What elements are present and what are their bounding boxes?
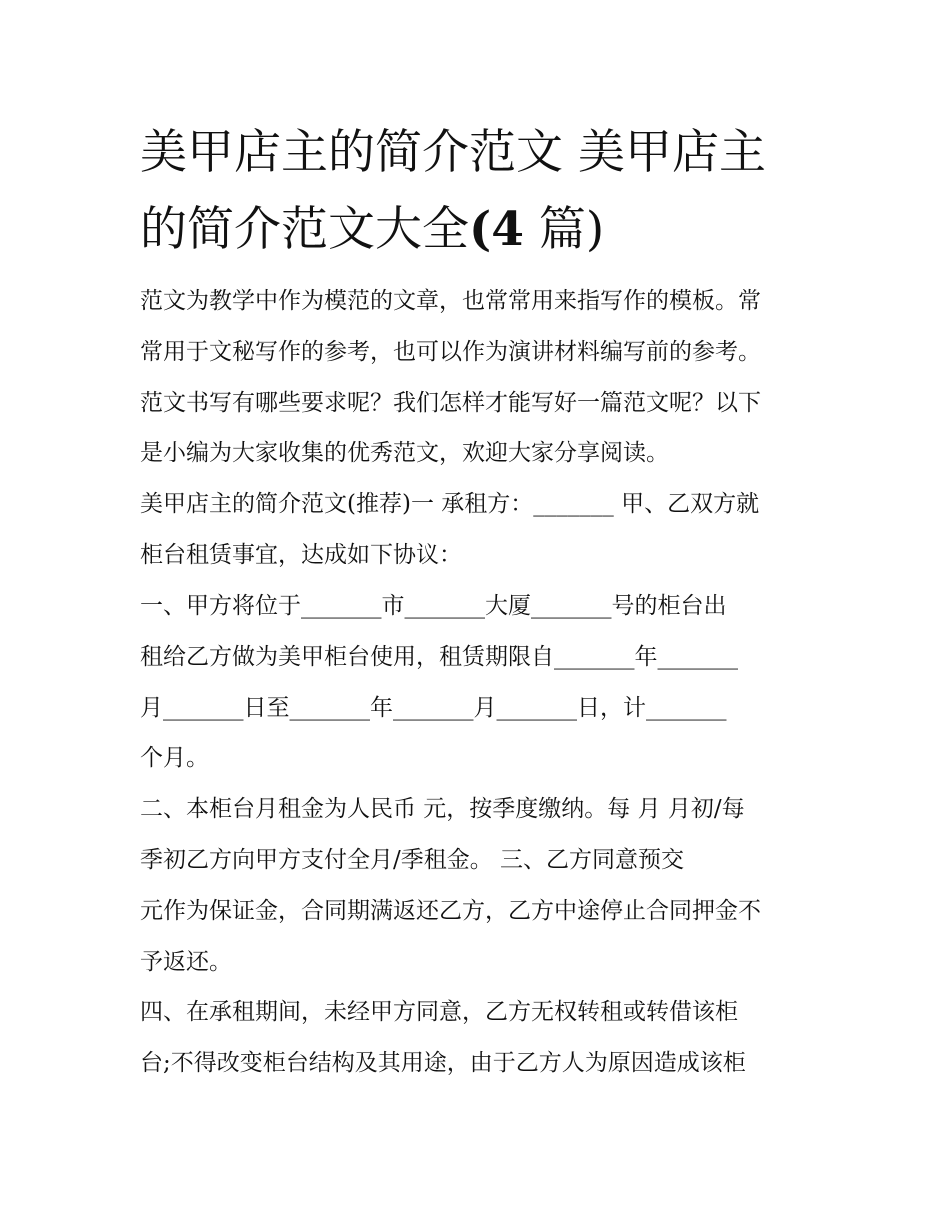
paragraph-line: 台;不得改变柜台结构及其用途，由于乙方人为原因造成该柜: [140, 1050, 746, 1076]
paragraph-line: 四、在承租期间，未经甲方同意，乙方无权转租或转借该柜: [140, 999, 738, 1025]
title-line-2-prefix: 的简介范文大全: [140, 202, 469, 257]
paragraph-line: 租给乙方做为美甲柜台使用，租赁期限自_______年_______: [140, 644, 738, 670]
title-line-2-suffix: 篇): [523, 202, 605, 257]
paragraph-line: 元作为保证金，合同期满返还乙方，乙方中途停止合同押金不: [140, 898, 761, 924]
title-line-2-bold: (4: [469, 202, 524, 257]
paragraph-line: 月_______日至_______年_______月_______日，计_______: [140, 695, 727, 721]
paragraph-line: 二、本柜台月租金为人民币 元，按季度缴纳。每 月 月初/每: [140, 796, 745, 822]
paragraph-line: 常用于文秘写作的参考，也可以作为演讲材料编写前的参考。: [140, 339, 761, 365]
paragraph-line: 范文为教学中作为模范的文章，也常常用来指写作的模板。常: [140, 288, 761, 314]
paragraph-line: 范文书写有哪些要求呢？我们怎样才能写好一篇范文呢？以下: [140, 390, 761, 416]
title-line-1: 美甲店主的简介范文 美甲店主: [140, 125, 766, 180]
paragraph-line: 美甲店主的简介范文(推荐)一 承租方：_______ 甲、乙双方就: [140, 491, 760, 517]
paragraph-line: 季初乙方向甲方支付全月/季租金。 三、乙方同意预交: [140, 847, 685, 873]
paragraph-line: 个月。: [140, 745, 209, 771]
title-line-2: [140, 191, 830, 268]
document-title: [140, 114, 830, 268]
paragraph-line: 柜台租赁事宜，达成如下协议：: [140, 542, 462, 568]
paragraph-line: 一、甲方将位于_______市_______大厦_______号的柜台出: [140, 593, 727, 619]
paragraph-line: 是小编为大家收集的优秀范文，欢迎大家分享阅读。: [140, 440, 669, 466]
paragraph-line: 予返还。: [140, 949, 232, 975]
